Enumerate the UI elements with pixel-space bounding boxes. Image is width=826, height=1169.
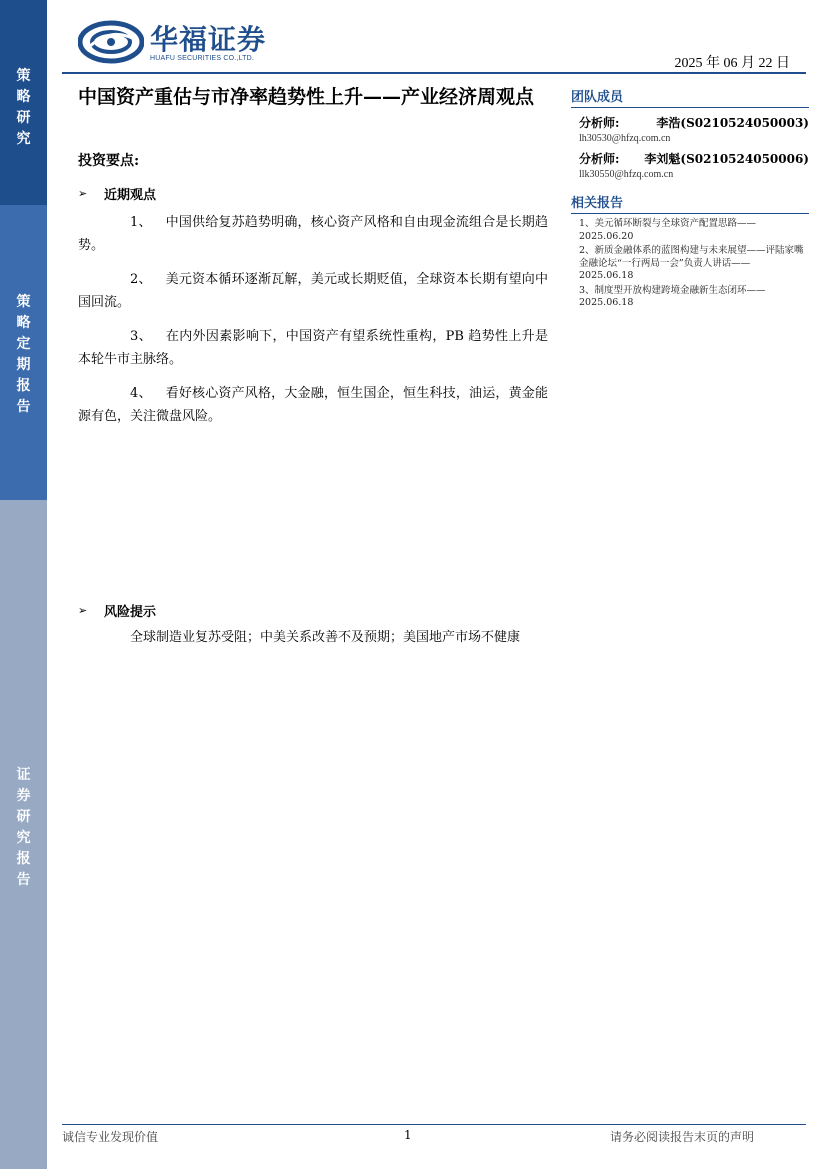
logo-chinese-name: 华福证券	[150, 23, 267, 56]
analyst-name: 李浩(S0210524050003)	[656, 116, 809, 130]
analyst-row	[571, 114, 809, 131]
sidebar-label-strategy-research: 策略研究	[16, 68, 31, 147]
sidebar-label-periodic-report: 策略定期报告	[16, 294, 31, 415]
analyst-email[interactable]: lh30530@hfzq.com.cn	[579, 133, 671, 144]
list-item-number: 1、	[130, 215, 152, 230]
list-item-text: 美元资本循环逐渐瓦解，美元或长期贬值，全球资本长期有望向中国回流。	[78, 272, 548, 310]
risk-heading	[78, 601, 548, 620]
arrow-bullet-icon: ➢	[78, 187, 88, 200]
related-report-link[interactable]: 1、美元循环断裂与全球资产配置思路——	[579, 218, 757, 229]
list-item-text: 看好核心资产风格，大金融，恒生国企，恒生科技，油运，黄金能源有色，关注微盘风险。	[78, 386, 548, 424]
key-points-heading: 投资要点:	[78, 153, 140, 169]
related-report-date: 2025.06.20	[579, 230, 634, 242]
related-report-link[interactable]: 2、新质金融体系的蓝图构建与未来展望——评陆家嘴金融论坛“一行两局一会”负责人讲话——	[579, 245, 804, 269]
report-date: 2025 年 06 月 22 日	[674, 56, 790, 71]
team-heading: 团队成员	[571, 86, 809, 108]
footer-slogan: 诚信专业发现价值	[62, 1130, 159, 1144]
related-report-link[interactable]: 3、制度型开放构建跨境金融新生态闭环——	[579, 284, 766, 296]
list-item	[78, 325, 548, 371]
related-report-date: 2025.06.18	[579, 297, 634, 308]
analyst-row	[571, 150, 809, 167]
analyst-email[interactable]: llk30550@hfzq.com.cn	[579, 169, 674, 180]
left-sidebar	[0, 0, 47, 1169]
related-reports-heading: 相关报告	[571, 192, 809, 214]
analyst-name: 李刘魁(S0210524050006)	[644, 152, 809, 166]
list-item-number: 4、	[130, 386, 152, 401]
analyst-label: 分析师:	[579, 116, 620, 130]
huafu-logo-icon	[78, 20, 144, 64]
recent-view-section	[78, 184, 548, 428]
sidebar-label-securities-report: 证券研究报告	[16, 767, 31, 888]
sidebar-block-periodic-report	[0, 205, 47, 500]
footer-disclaimer-note: 请务必阅读报告末页的声明	[609, 1130, 754, 1144]
sidebar-block-securities-report	[0, 500, 47, 1169]
recent-view-heading	[78, 184, 548, 203]
page-number: 1	[404, 1128, 412, 1142]
risk-text: 全球制造业复苏受阻；中美关系改善不及预期；美国地产市场不健康	[130, 630, 521, 645]
recent-view-heading-text: 近期观点	[104, 188, 157, 203]
logo-english-name: HUAFU SECURITIES CO.,LTD.	[150, 55, 255, 62]
list-item-text: 中国供给复苏趋势明确，核心资产风格和自由现金流组合是长期趋势。	[78, 215, 548, 253]
right-info-column	[571, 86, 809, 310]
header-divider	[62, 72, 806, 74]
company-logo	[78, 18, 298, 66]
related-report-date: 2025.06.18	[579, 270, 634, 281]
sidebar-block-strategy-research	[0, 0, 47, 205]
risk-section	[78, 601, 548, 649]
footer-divider	[62, 1124, 806, 1125]
risk-heading-text: 风险提示	[104, 605, 157, 620]
list-item-text: 在内外因素影响下，中国资产有望系统性重构，PB 趋势性上升是本轮牛市主脉络。	[78, 329, 548, 367]
list-item	[78, 211, 548, 257]
list-item-number: 2、	[130, 272, 152, 287]
list-item	[78, 268, 548, 314]
analyst-label: 分析师:	[579, 152, 620, 166]
report-title: 中国资产重估与市净率趋势性上升——产业经济周观点	[78, 86, 535, 108]
arrow-bullet-icon: ➢	[78, 604, 88, 617]
list-item	[78, 382, 548, 428]
list-item-number: 3、	[130, 329, 152, 344]
